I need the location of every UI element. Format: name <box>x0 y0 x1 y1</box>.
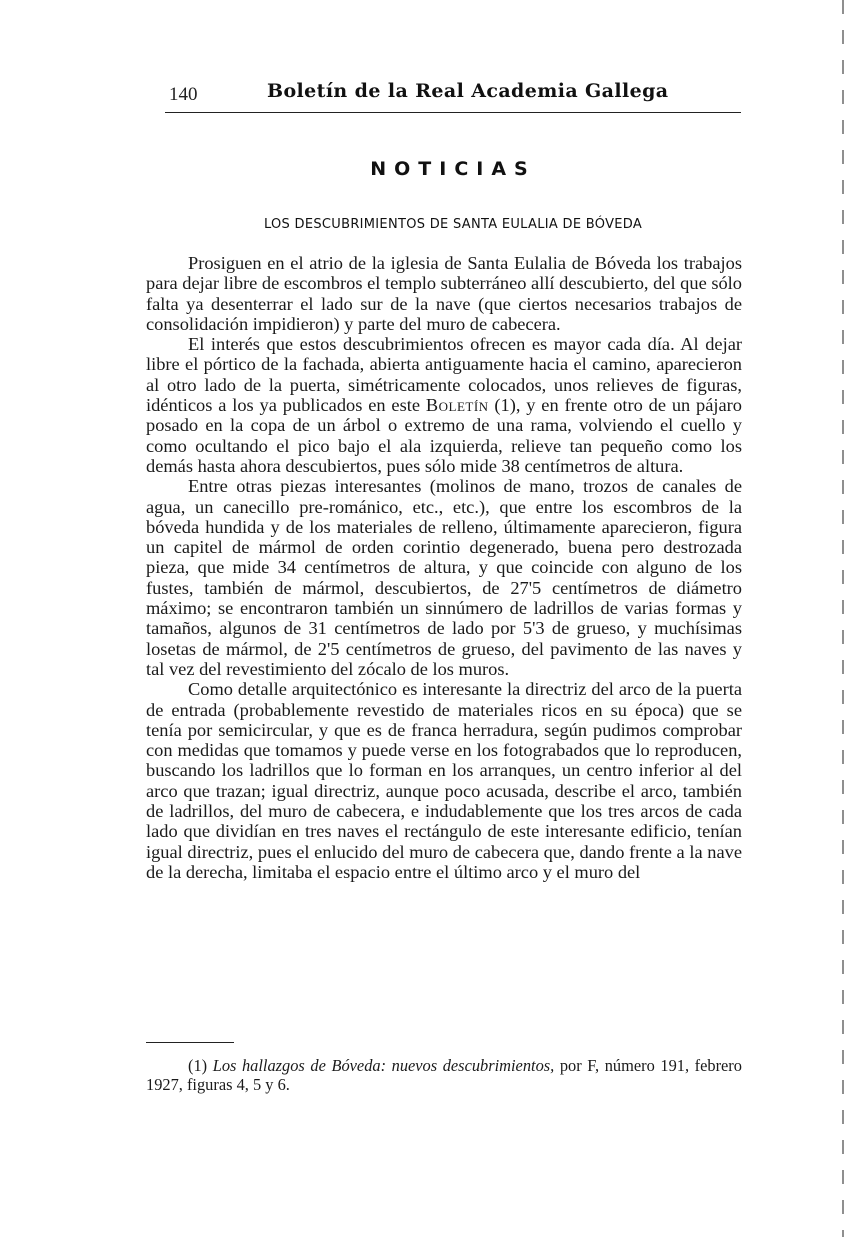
page-number: 140 <box>169 84 198 105</box>
section-title: NOTICIAS <box>370 158 536 180</box>
boletin-reference: Boletín <box>425 395 489 416</box>
article-subtitle: LOS DESCUBRIMIENTOS DE SANTA EULALIA DE BÓVEDA <box>263 217 643 232</box>
paragraph-2 <box>146 334 742 476</box>
paragraph-4: Como detalle arquitectónico es interesante la directriz del arco de la puerta de entrada (probablemente revestido de materiales ricos en su época) que se tenía por semicircular, y que es de franca herradura, según pudimos comprobar con medidas que tomamos y puede verse en los fotograbados que lo reproducen, buscando los ladrillos que lo forman en los arranques, un centro inferior al del arco que trazan; igual directriz, aunque poco acusada, describe el arco, también de ladrillos, del muro de cabecera, e indudablemente que los tres arcos de cada lado que dividían en tres naves el rectángulo de este interesante edificio, tenían igual directriz, pues el enlucido del muro de cabecera que, dando frente a la nave de la derecha, limitaba el espacio entre el último arco y el muro del <box>146 679 742 882</box>
paragraph-3: Entre otras piezas interesantes (molinos de mano, trozos de canales de agua, un canecillo pre-románico, etc., etc.), que entre los escombros de la bóveda hundida y de los materiales de relleno, últimamente aparecieron, figura un capitel de mármol de orden corintio degenerado, buena pero destrozada pieza, que mide 34 centímetros de altura, y que coincide con alguno de los fustes, también de mármol, descubiertos, de 27'5 centímetros de diámetro máximo; se encontraron también un sinnúmero de ladrillos de varias formas y tamaños, algunos de 31 centímetros de lado por 5'3 de grueso, y muchísimas losetas de mármol, de 2'5 centímetros de grueso, del pavimento de las naves y tal vez del revestimiento del zócalo de los muros. <box>146 476 742 679</box>
footnote-text: por F, número 191, febrero 1927, figuras 4, 5 y 6. <box>146 1056 742 1094</box>
running-title: Boletín de la Real Academia Gallega <box>267 80 669 102</box>
running-header <box>165 78 741 113</box>
footnote-title: Los hallazgos de Bóveda: nuevos descubrimientos, <box>212 1056 555 1075</box>
scan-edge <box>842 0 844 1237</box>
footnote-marker: (1) <box>188 1056 208 1075</box>
footnote-rule <box>146 1042 234 1043</box>
paragraph-1: Prosiguen en el atrio de la iglesia de Santa Eulalia de Bóveda los trabajos para dejar libre de escombros el templo subterráneo allí descubierto, del que sólo falta ya desenterrar el lado sur de la nave (que ciertos necesarios trabajos de consolidación impidieron) y parte del muro de cabecera. <box>146 253 742 334</box>
article-body <box>146 253 742 882</box>
paragraph-2-text-b: (1), y en frente otro de un pájaro posado en la copa de un árbol o extremo de una rama, volviendo el cuello y como ocultando el pico bajo el ala izquierda, relieve tan pequeño como los demás hasta ahora descubiertos, pues sólo mide 38 centímetros de altura. <box>146 395 743 476</box>
paragraph-2-text-a: El interés que estos descubrimientos ofrecen es mayor cada día. Al dejar libre el pórtico de la fachada, abierta antiguamente hacia el camino, aparecieron al otro lado de la puerta, simétricamente colocados, unos relieves de figuras, idénticos a los ya publicados en este <box>146 334 742 416</box>
footnote <box>146 1056 742 1094</box>
